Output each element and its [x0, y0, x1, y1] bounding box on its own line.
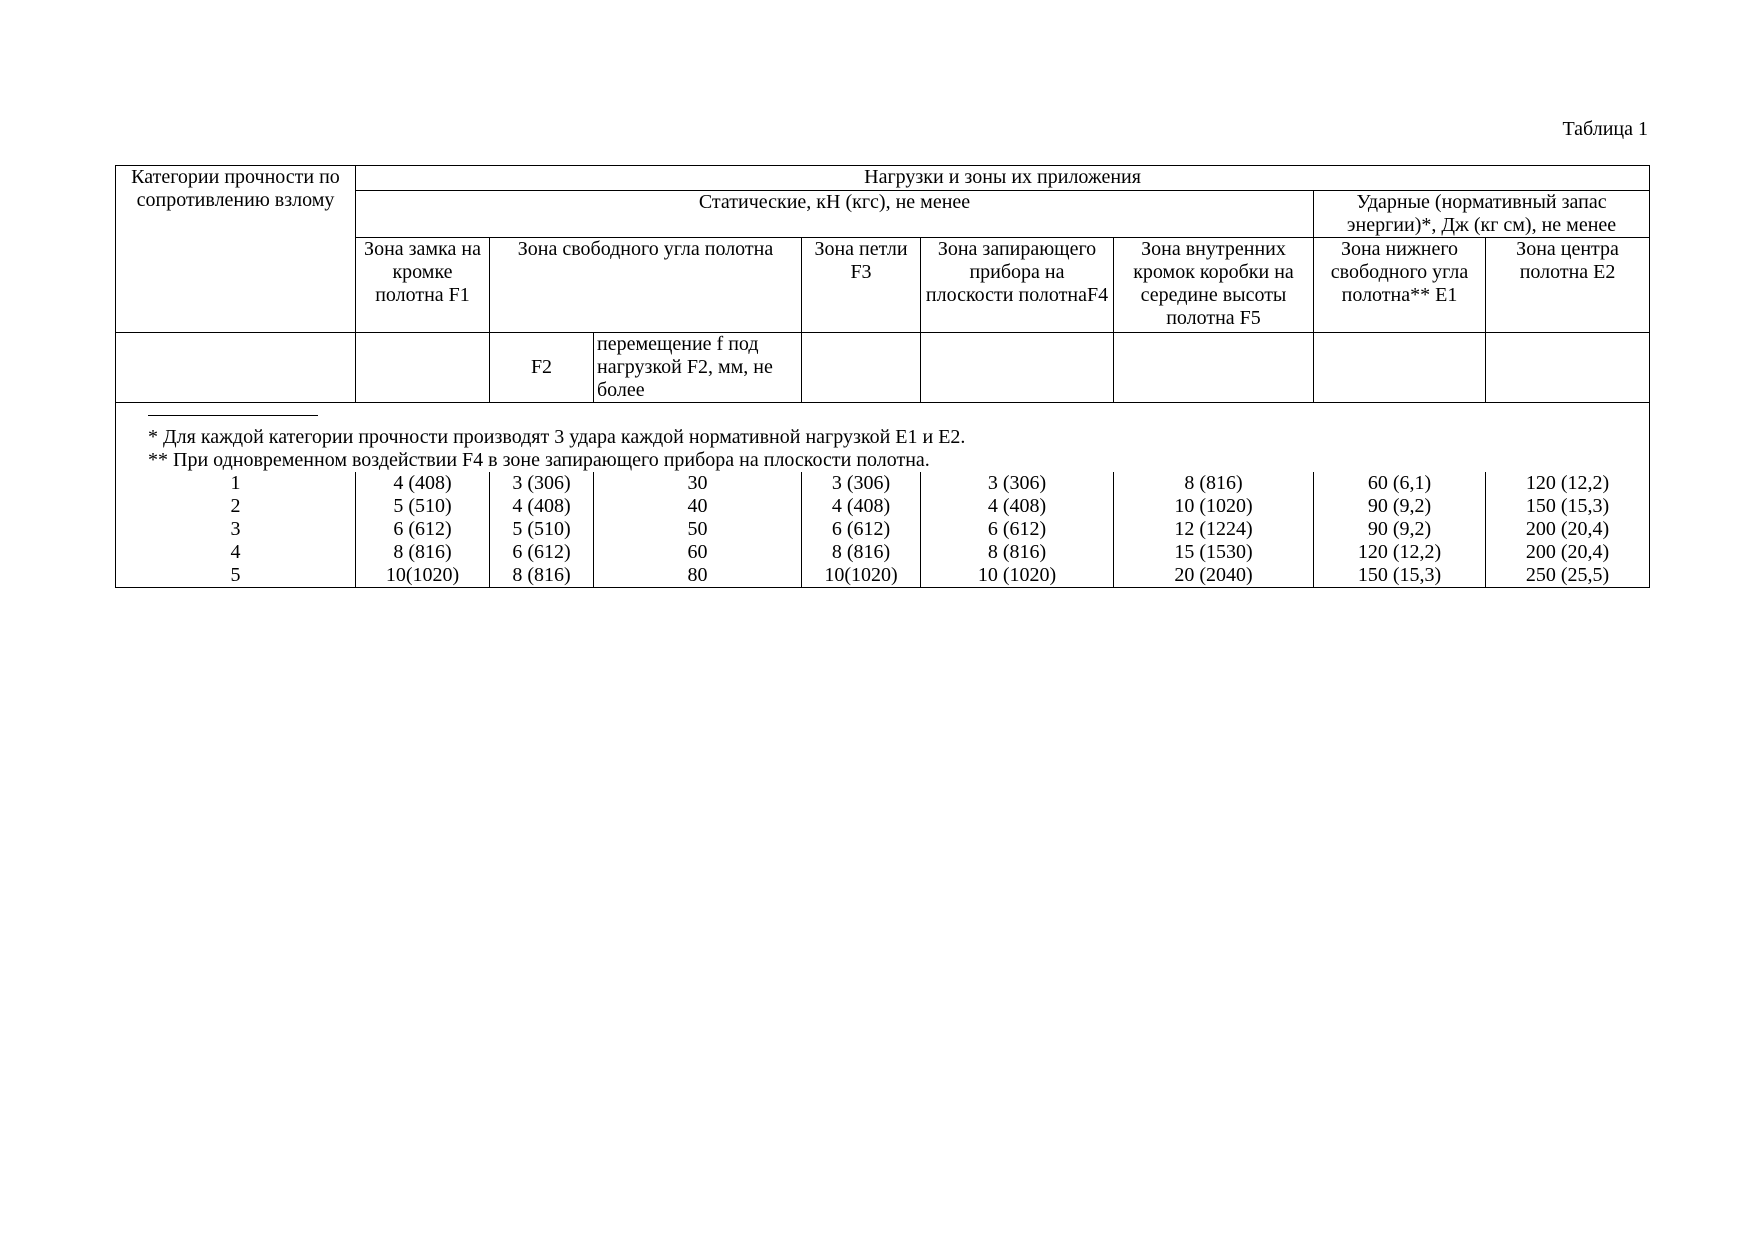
table-cell: 4 (408): [802, 495, 921, 518]
subheader-empty-6: [1314, 333, 1486, 403]
table-cell: 90 (9,2): [1314, 495, 1486, 518]
table-row: [116, 564, 1650, 588]
table-cell: 60: [594, 541, 802, 564]
subheader-displacement: перемещение f под нагрузкой F2, мм, не более: [594, 333, 802, 403]
table-row: [116, 472, 1650, 495]
table-cell: 10(1020): [356, 564, 490, 588]
table-cell: 3 (306): [921, 472, 1114, 495]
subheader-empty-4: [921, 333, 1114, 403]
table-cell: 8 (816): [356, 541, 490, 564]
header-zone-lock: Зона замка на кромке полотна F1: [356, 238, 490, 333]
header-zone-lower-corner: Зона нижнего свободного угла полотна** E1: [1314, 238, 1486, 333]
table-cell: 50: [594, 518, 802, 541]
table-cell: 8 (816): [1114, 472, 1314, 495]
table-cell: 6 (612): [921, 518, 1114, 541]
subheader-empty-7: [1486, 333, 1650, 403]
strength-table: [115, 165, 1650, 588]
footnotes: [116, 403, 1650, 473]
table-cell: 6 (612): [356, 518, 490, 541]
table-cell: 5 (510): [490, 518, 594, 541]
table-cell: 8 (816): [490, 564, 594, 588]
table-cell: 10 (1020): [1114, 495, 1314, 518]
footnote-1: * Для каждой категории прочности производят 3 удара каждой нормативной нагрузкой E1 и E2.: [148, 426, 966, 448]
table-cell: 4: [116, 541, 356, 564]
header-zone-center: Зона центра полотна E2: [1486, 238, 1650, 333]
table-cell: 5: [116, 564, 356, 588]
table-cell: 6 (612): [802, 518, 921, 541]
footnote-2: ** При одновременном воздействии F4 в зоне запирающего прибора на плоскости полотна.: [148, 449, 930, 471]
subheader-empty-3: [802, 333, 921, 403]
header-category: Категории прочности по сопротивлению взлому: [116, 166, 356, 238]
subheader-empty-5: [1114, 333, 1314, 403]
header-loads-title: Нагрузки и зоны их приложения: [356, 166, 1650, 191]
table-cell: 120 (12,2): [1486, 472, 1650, 495]
header-zone-hinge: Зона петли F3: [802, 238, 921, 333]
subheader-empty-1: [116, 333, 356, 403]
table-cell: 6 (612): [490, 541, 594, 564]
table-cell: 12 (1224): [1114, 518, 1314, 541]
table-row: [116, 495, 1650, 518]
subheader-f2: F2: [490, 333, 594, 403]
table-cell: 3: [116, 518, 356, 541]
table-cell: 200 (20,4): [1486, 541, 1650, 564]
subheader-empty-2: [356, 333, 490, 403]
table-cell: 5 (510): [356, 495, 490, 518]
header-zone-locking-device: Зона запирающего прибора на плоскости полотнаF4: [921, 238, 1114, 333]
table-row: [116, 541, 1650, 564]
table-cell: 2: [116, 495, 356, 518]
header-zone-inner-edges: Зона внутренних кромок коробки на середине высоты полотна F5: [1114, 238, 1314, 333]
table-cell: 1: [116, 472, 356, 495]
table-cell: 90 (9,2): [1314, 518, 1486, 541]
table-cell: 120 (12,2): [1314, 541, 1486, 564]
table-cell: 4 (408): [490, 495, 594, 518]
table-cell: 3 (306): [490, 472, 594, 495]
table-cell: 10(1020): [802, 564, 921, 588]
header-category-empty: [116, 238, 356, 333]
table-cell: 250 (25,5): [1486, 564, 1650, 588]
table-cell: 60 (6,1): [1314, 472, 1486, 495]
table-caption: Таблица 1: [1562, 118, 1648, 140]
table-cell: 20 (2040): [1114, 564, 1314, 588]
table-cell: 30: [594, 472, 802, 495]
table-cell: 3 (306): [802, 472, 921, 495]
table-cell: 8 (816): [921, 541, 1114, 564]
header-zone-free-corner: Зона свободного угла полотна: [490, 238, 802, 333]
table-row: [116, 518, 1650, 541]
header-impact-title: Ударные (нормативный запас энергии)*, Дж (кг см), не менее: [1314, 191, 1650, 238]
footnote-separator: [148, 415, 318, 416]
table-cell: 150 (15,3): [1314, 564, 1486, 588]
table-cell: 40: [594, 495, 802, 518]
table-cell: 4 (408): [921, 495, 1114, 518]
header-static-title: Статические, кН (кгс), не менее: [356, 191, 1314, 238]
table-cell: 8 (816): [802, 541, 921, 564]
table-cell: 200 (20,4): [1486, 518, 1650, 541]
table-cell: 150 (15,3): [1486, 495, 1650, 518]
table-cell: 80: [594, 564, 802, 588]
table-cell: 4 (408): [356, 472, 490, 495]
table-cell: 10 (1020): [921, 564, 1114, 588]
table-cell: 15 (1530): [1114, 541, 1314, 564]
